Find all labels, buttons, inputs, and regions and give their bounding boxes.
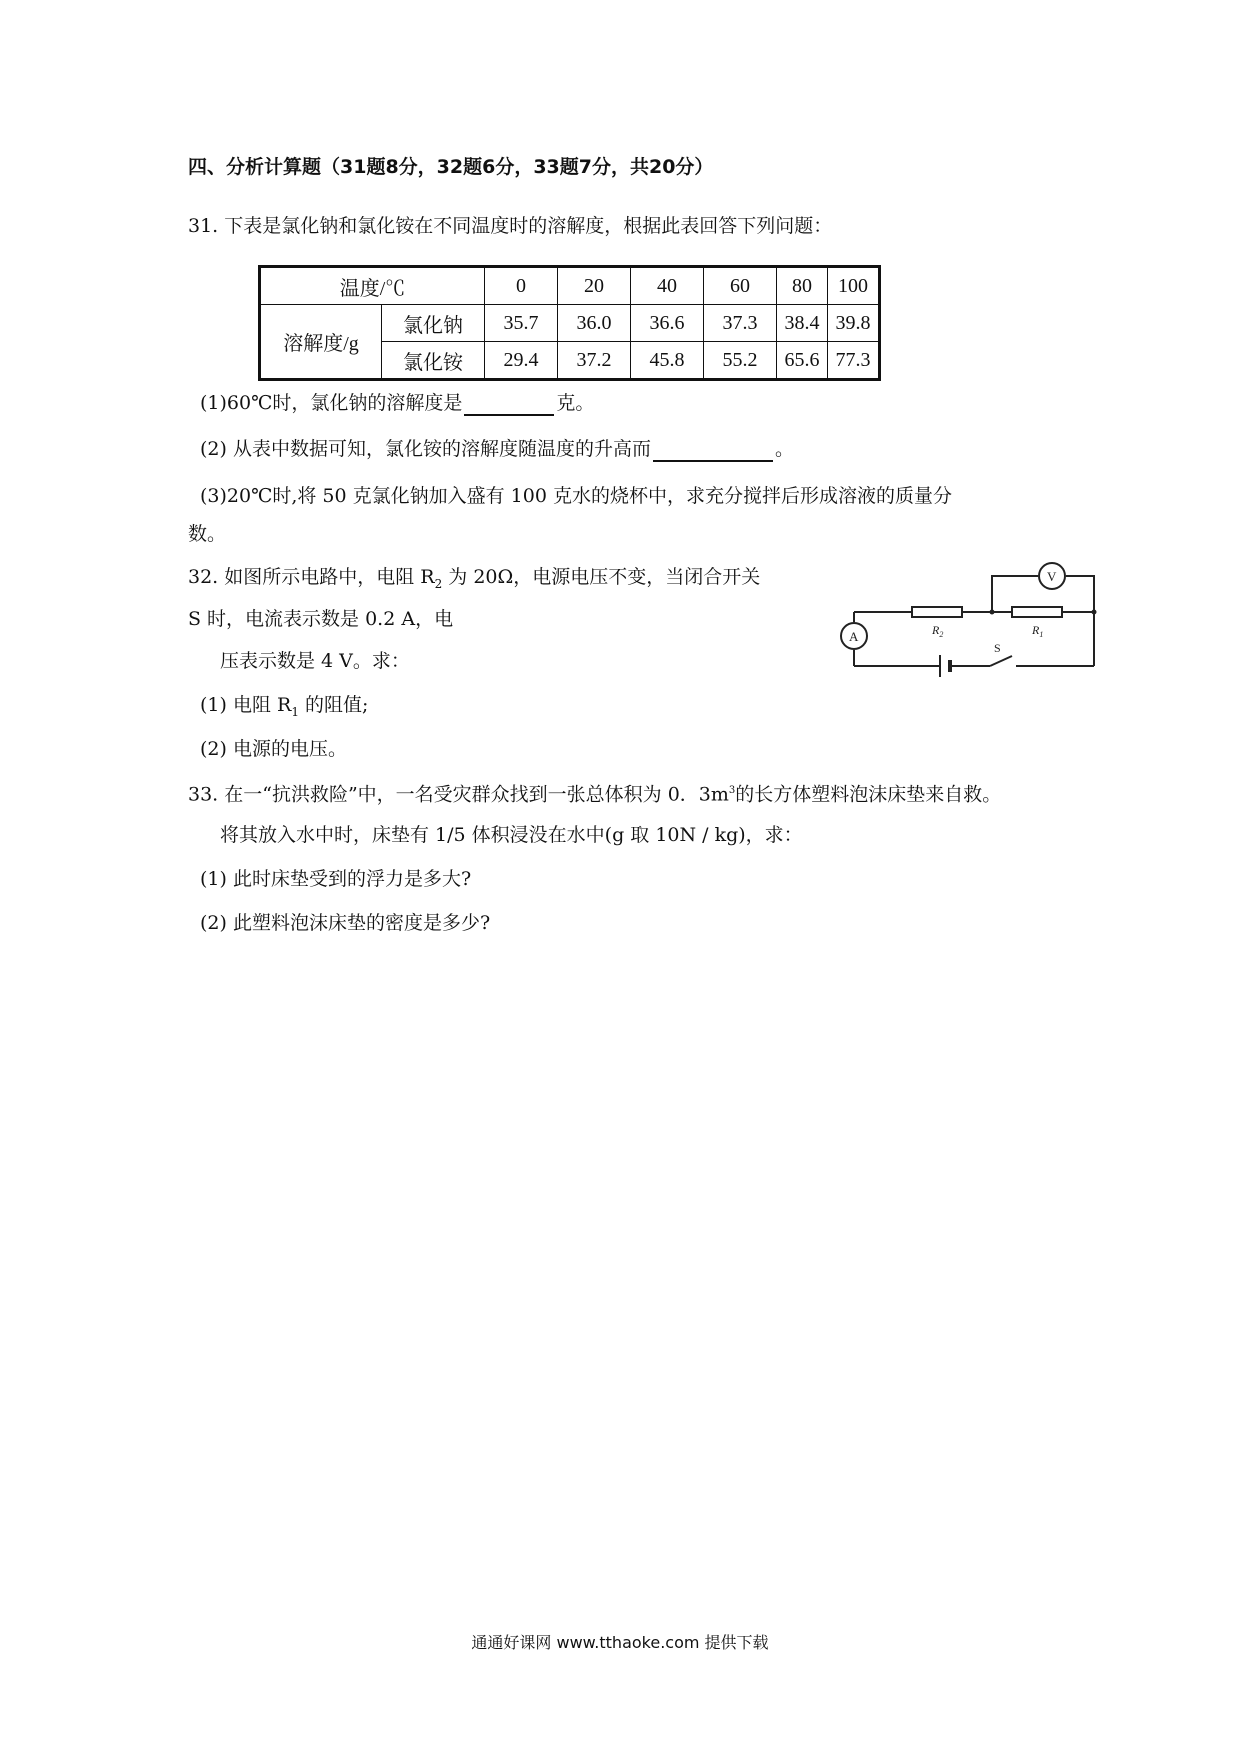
table-cell: 37.3 <box>704 305 777 342</box>
temp-cell: 100 <box>828 267 880 305</box>
q32-sub2: (2) 电源的电压。 <box>200 738 347 760</box>
q33-line1 <box>188 778 1001 807</box>
q32-line2: S 时，电流表示数是 0.2 A，电 <box>188 608 454 630</box>
r2-subscript: 2 <box>939 630 944 639</box>
substance-name: 氯化铵 <box>382 342 485 380</box>
temp-cell: 80 <box>777 267 828 305</box>
junction-dot <box>990 610 995 615</box>
table-cell: 38.4 <box>777 305 828 342</box>
q31-sub1 <box>200 390 594 416</box>
q32-sub1-b: 的阻值; <box>298 694 369 716</box>
answer-blank[interactable] <box>464 394 554 416</box>
solubility-label: 溶解度/g <box>260 305 382 380</box>
q32-line1-a: 32. 如图所示电路中，电阻 R <box>188 566 435 588</box>
page-footer: 通通好课网 www.tthaoke.com 提供下载 <box>471 1633 769 1652</box>
q32-sub1 <box>200 692 368 725</box>
table-cell: 65.6 <box>777 342 828 380</box>
resistor-r2 <box>912 607 962 617</box>
q33-sub2: (2) 此塑料泡沫床垫的密度是多少? <box>200 912 491 934</box>
superscript: 3 <box>728 785 736 796</box>
q33-line2: 将其放入水中时，床垫有 1/5 体积浸没在水中(g 取 10N / kg)，求： <box>220 824 803 846</box>
q31-sub2-text: (2) 从表中数据可知，氯化铵的溶解度随温度的升高而 <box>200 438 651 460</box>
q32-sub1-a: (1) 电阻 R <box>200 694 292 716</box>
table-cell: 55.2 <box>704 342 777 380</box>
q31-sub1-unit: 克。 <box>556 392 595 414</box>
answer-blank[interactable] <box>653 440 773 462</box>
table-cell: 36.0 <box>558 305 631 342</box>
q33-line1-a: 33. 在一“抗洪救险”中，一名受灾群众找到一张总体积为 0．3m <box>188 783 729 806</box>
resistor-r1 <box>1012 607 1062 617</box>
table-header-row <box>260 267 880 305</box>
q31-stem: 31. 下表是氯化钠和氯化铵在不同温度时的溶解度，根据此表回答下列问题： <box>188 215 833 237</box>
temp-cell: 0 <box>485 267 558 305</box>
subscript: 2 <box>434 576 443 591</box>
table-cell: 77.3 <box>828 342 880 380</box>
q33-line1-b: 的长方体塑料泡沫床垫来自救。 <box>735 783 1002 806</box>
ammeter-label: A <box>849 629 859 644</box>
q31-sub2-end: 。 <box>774 438 794 460</box>
r2-label <box>931 623 943 639</box>
temp-cell: 40 <box>631 267 704 305</box>
table-cell: 39.8 <box>828 305 880 342</box>
table-cell: 36.6 <box>631 305 704 342</box>
q32-line1 <box>188 564 760 597</box>
q33-sub1: (1) 此时床垫受到的浮力是多大? <box>200 868 472 890</box>
voltmeter-label: V <box>1047 569 1057 584</box>
q31-sub3-line1: (3)20℃时,将 50 克氯化钠加入盛有 100 克水的烧杯中，求充分搅拌后形成溶液的质量分 <box>200 485 952 507</box>
q32-line1-b: 为 20Ω，电源电压不变，当闭合开关 <box>442 566 761 588</box>
solubility-table <box>258 265 881 381</box>
table-cell: 45.8 <box>631 342 704 380</box>
table-cell: 37.2 <box>558 342 631 380</box>
temp-cell: 60 <box>704 267 777 305</box>
junction-dot <box>1092 610 1097 615</box>
r2-letter: R <box>932 623 940 637</box>
subscript: 1 <box>291 704 299 719</box>
battery-icon <box>939 655 952 677</box>
temp-cell: 20 <box>558 267 631 305</box>
q31-sub3-line2: 数。 <box>188 523 227 545</box>
q31-sub1-text: (1)60℃时，氯化钠的溶解度是 <box>200 392 463 414</box>
q32-line3: 压表示数是 4 V。求： <box>220 650 410 672</box>
q31-sub2 <box>200 436 794 462</box>
wire <box>1066 576 1094 612</box>
circuit-diagram <box>840 560 1100 685</box>
switch-label: S <box>994 641 1001 655</box>
temp-header: 温度/℃ <box>260 267 485 305</box>
substance-name: 氯化钠 <box>382 305 485 342</box>
r1-subscript: 1 <box>1039 630 1044 639</box>
table-cell: 29.4 <box>485 342 558 380</box>
switch-icon <box>990 656 1012 666</box>
r1-letter: R <box>1032 623 1040 637</box>
table-cell: 35.7 <box>485 305 558 342</box>
section-title: 四、分析计算题（31题8分，32题6分，33题7分，共20分） <box>188 156 714 178</box>
table-row <box>260 305 880 342</box>
r1-label <box>1031 623 1043 639</box>
